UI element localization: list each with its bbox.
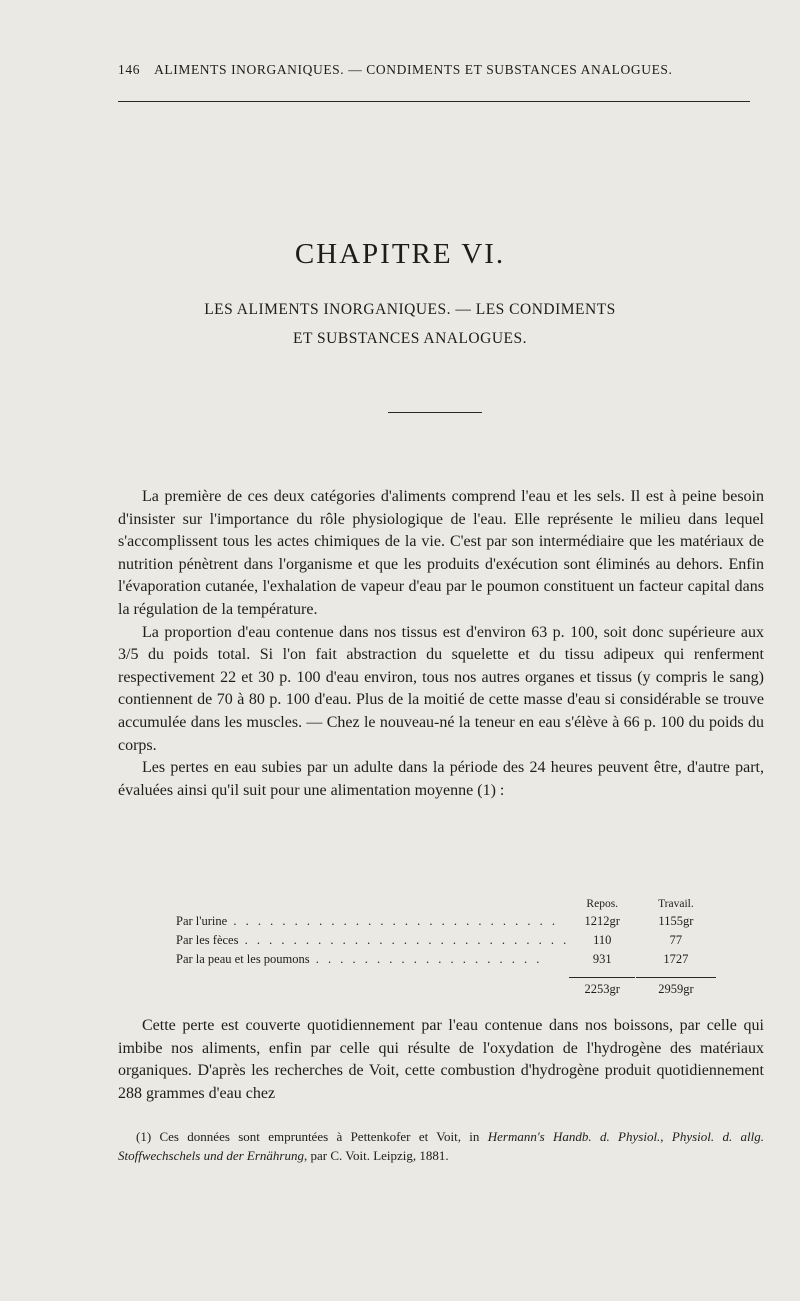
cell-repos: 1212gr — [584, 914, 620, 928]
running-header — [118, 62, 758, 78]
cell-repos: 110 — [593, 933, 612, 947]
cell-travail: 1727 — [663, 952, 689, 966]
body-text-upper — [118, 486, 764, 802]
paragraph: Les pertes en eau subies par un adulte dans la période des 24 heures peuvent être, d'autre part, évaluées ainsi qu'il suit pour une alimentation moyenne (1) : — [118, 759, 764, 799]
footnote-lead: (1) Ces données sont empruntées à Pettenkofer et Voit, in — [136, 1129, 488, 1144]
header-rule — [118, 101, 750, 102]
cell-travail: 77 — [669, 933, 683, 947]
table-row: Par les fèces . . . . . . . . . . . . . . . . . . . . . . . . . . . 110 77 — [176, 929, 716, 948]
row-label: Par l'urine — [176, 914, 228, 928]
running-title: ALIMENTS INORGANIQUES. — CONDIMENTS ET SUBSTANCES ANALOGUES. — [154, 62, 673, 77]
row-label: Par la peau et les poumons — [176, 952, 310, 966]
page-number: 146 — [118, 62, 141, 77]
column-header-travail: Travail. — [658, 898, 694, 910]
paragraph: La première de ces deux catégories d'aliments comprend l'eau et les sels. Il est à peine besoin d'insister sur l'importance du rôle physiologique de l'eau. Elle représente le milieu dans lequel s'accomplissent tous les actes chimiques de la vie. C'est par son intermédiaire que les matériaux de nutrition pénètrent dans l'organisme et que les produits d'exécution sont éliminés au dehors. Enfin l'évaporation cutanée, l'exhalation de vapeur d'eau par le poumon constituent un facteur capital dans la régulation de la température. — [118, 488, 764, 618]
cell-travail: 1155gr — [658, 914, 694, 928]
footnote-tail: , par C. Voit. Leipzig, 1881. — [303, 1148, 449, 1163]
table-row: Par l'urine . . . . . . . . . . . . . . . . . . . . . . . . . . . 1212gr 1155gr — [176, 910, 716, 929]
footnote-work-title: Hermann's Handb. d. Physiol., Physiol. d. allg. Stoffwechschels und der Ernährung — [118, 1129, 764, 1163]
chapter-title: CHAPITRE VI. — [294, 238, 506, 270]
row-label: Par les fèces — [176, 933, 239, 947]
column-header-repos: Repos. — [586, 898, 619, 910]
paragraph: Cette perte est couverte quotidiennement par l'eau contenue dans nos boissons, par celle qui imbibe nos aliments, enfin par celle qui résulte de l'oxydation de l'hydrogène des matériaux organiques. D'après les recherches de Voit, cette combustion d'hydrogène produit quotidiennement 288 grammes d'eau chez — [118, 1017, 764, 1102]
chapter-subtitle-line-1: LES ALIMENTS INORGANIQUES. — LES CONDIMENTS — [204, 301, 616, 318]
section-divider — [388, 412, 482, 413]
cell-repos: 931 — [592, 952, 612, 966]
table-row: Par la peau et les poumons . . . . . . . . . . . . . . . . . . . 931 1727 — [176, 948, 716, 967]
body-text-lower — [118, 1015, 764, 1105]
footnote — [118, 1127, 764, 1165]
total-travail: 2959gr — [636, 977, 716, 997]
total-repos: 2253gr — [569, 977, 635, 997]
paragraph: La proportion d'eau contenue dans nos tissus est d'environ 63 p. 100, soit donc supérieure aux 3/5 du poids total. Si l'on fait abstraction du squelette et du tissu adipeux qui renferment respectivement 22 et 30 p. 100 d'eau environ, tous nos autres organes et tissus (y compris le sang) contiennent de 70 à 80 p. 100 d'eau. Plus de la moitié de cette masse d'eau si considérable se trouve accumulée dans les muscles. — Chez le nouveau-né la teneur en eau s'élève à 66 p. 100 du poids du corps. — [118, 623, 764, 754]
water-loss-table — [176, 890, 716, 997]
table-total-row — [176, 967, 716, 997]
chapter-subtitle-line-2: ET SUBSTANCES ANALOGUES. — [293, 330, 527, 347]
